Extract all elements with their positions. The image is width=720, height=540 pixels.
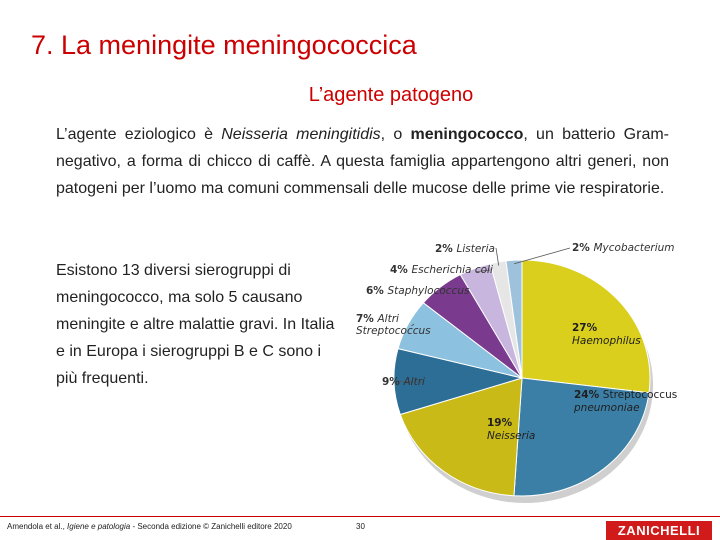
footer-divider bbox=[0, 516, 720, 517]
pie-label-escherichia-coli bbox=[390, 264, 493, 276]
svg-text:27% Haemophilus: 27% Haemophilus bbox=[572, 322, 641, 347]
bold-term: meningococco bbox=[410, 126, 524, 143]
pie-chart-svg bbox=[344, 226, 692, 526]
svg-text:9% Altri: 9% Altri bbox=[382, 376, 425, 388]
svg-text:19% Neisseria: 19% Neisseria bbox=[487, 417, 536, 442]
zanichelli-logo: ZANICHELLI bbox=[606, 521, 712, 540]
slide-title: 7. La meningite meningococcica bbox=[31, 30, 417, 60]
pie-label-listeria bbox=[435, 243, 499, 266]
slide-subtitle bbox=[0, 84, 720, 107]
credit-book: Igiene e patologia bbox=[67, 522, 131, 531]
serogroups-paragraph: Esistono 13 diversi sierogruppi di meningococco, ma solo 5 causano meningite e altre malattie gravi. In Italia e in Europa i sierogruppi B e C sono i più frequenti. bbox=[56, 262, 335, 387]
pie-label-altri bbox=[382, 376, 425, 388]
svg-text:7% AltriStreptococcus: 7% Altri Streptococcus bbox=[356, 313, 431, 337]
svg-text:2% Listeria: 2% Listeria bbox=[435, 243, 495, 255]
para1-text-3: , un batterio Gram-negativo, a forma di chicco di caffè. A questa famiglia appartengono altri generi, non patogeni per l’uomo ma comuni commensali delle mucose delle prime vie respiratorie. bbox=[56, 126, 669, 197]
pie-chart bbox=[344, 226, 692, 526]
para1-text-1: L’agente eziologico è bbox=[56, 126, 222, 143]
intro-paragraph bbox=[56, 121, 669, 202]
page-number: 30 bbox=[356, 522, 365, 531]
svg-text:6% Staphylococcus: 6% Staphylococcus bbox=[366, 285, 470, 297]
svg-text:2% Mycobacterium: 2% Mycobacterium bbox=[572, 242, 675, 254]
credit-suffix: - Seconda edizione © Zanichelli editore 2020 bbox=[130, 522, 292, 531]
footer-credit bbox=[7, 522, 292, 531]
subtitle-text: L’agente patogeno bbox=[308, 84, 474, 106]
pie-label-streptococcus-pneumoniae bbox=[573, 389, 677, 414]
credit-prefix: Amendola et al., bbox=[7, 522, 68, 531]
pie-label-staphylococcus bbox=[366, 285, 470, 297]
svg-text:24% Streptococcuspneumoniae: 24% Streptococcus pneumoniae bbox=[574, 389, 678, 414]
para1-text-2: , o bbox=[380, 126, 411, 143]
svg-text:4% Escherichia coli: 4% Escherichia coli bbox=[390, 264, 493, 276]
species-name: Neisseria meningitidis bbox=[221, 126, 381, 143]
